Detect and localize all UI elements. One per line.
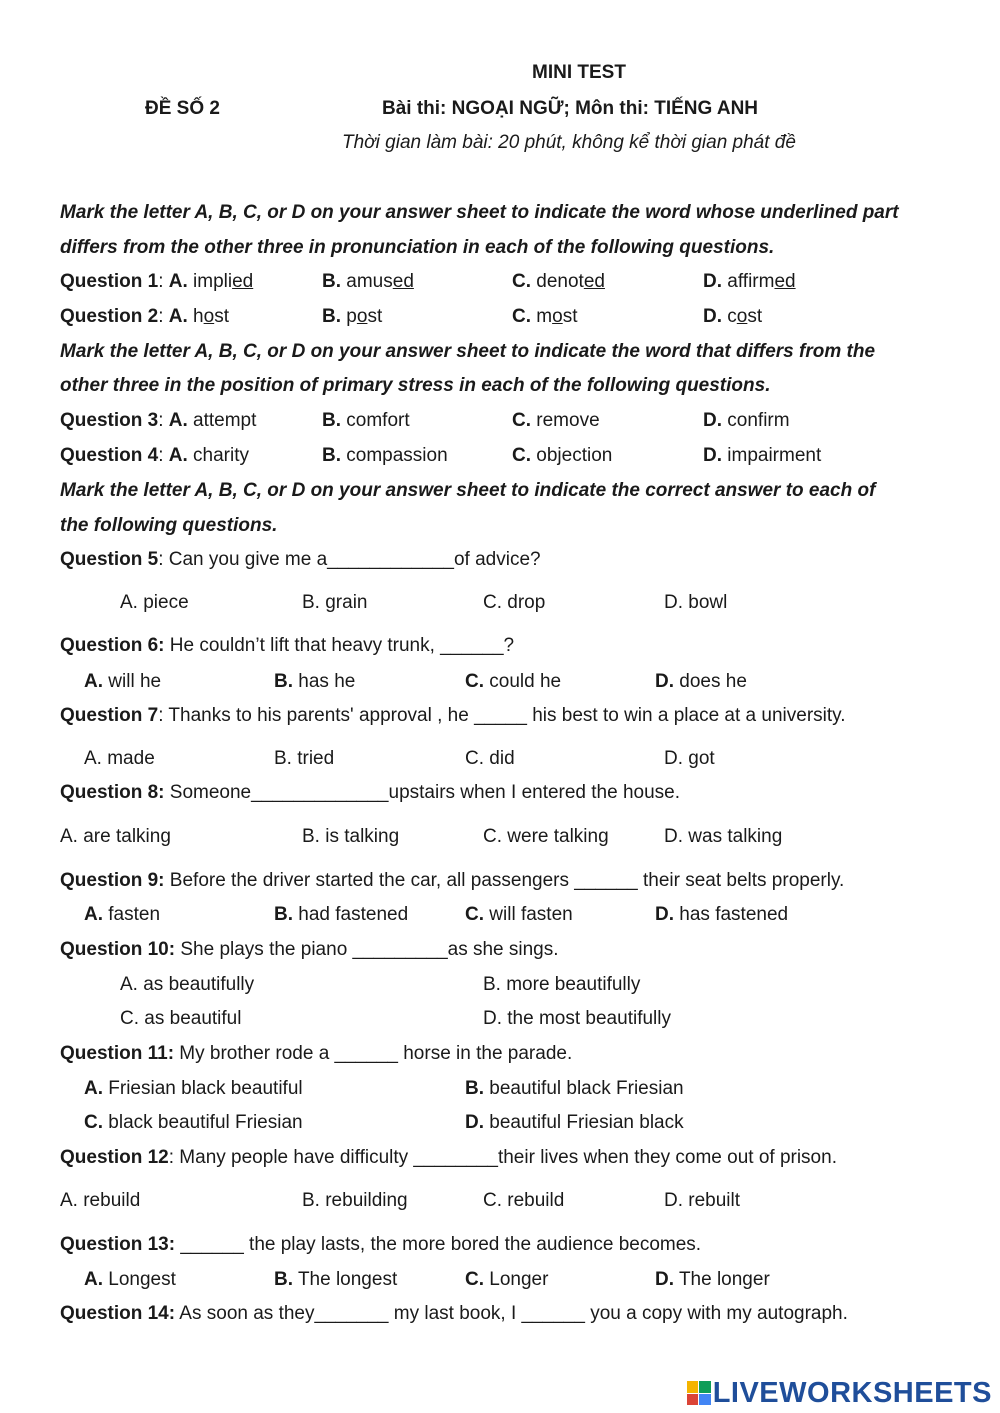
q12-option-d[interactable]: D. rebuilt [664, 1190, 741, 1211]
question-11: Question 11: My brother rode a ______ horse in the parade. [60, 1043, 573, 1064]
q8-option-d[interactable]: D. was talking [664, 826, 783, 847]
q6-option-d[interactable]: D. does he [655, 671, 747, 692]
section-1-instruction-line-1: Mark the letter A, B, C, or D on your answer sheet to indicate the word whose underlined part [60, 202, 899, 223]
q11-option-b[interactable]: B. beautiful black Friesian [465, 1078, 684, 1099]
q10-option-c[interactable]: C. as beautiful [120, 1008, 242, 1029]
q11-option-d[interactable]: D. beautiful Friesian black [465, 1112, 684, 1133]
q6-option-a[interactable]: A. will he [84, 671, 162, 692]
q4-option-d[interactable]: D. impairment [703, 445, 822, 466]
q8-option-a[interactable]: A. are talking [60, 826, 171, 847]
q2-option-d[interactable]: D. cost [703, 306, 763, 327]
q2-option-c[interactable]: C. most [512, 306, 578, 327]
q3-option-c[interactable]: C. remove [512, 410, 600, 431]
q11-option-a[interactable]: A. Friesian black beautiful [84, 1078, 303, 1099]
q13-option-d[interactable]: D. The longer [655, 1269, 770, 1290]
q1-option-d[interactable]: D. affirmed [703, 271, 796, 292]
question-10: Question 10: She plays the piano _________as she sings. [60, 939, 559, 960]
q5-option-b[interactable]: B. grain [302, 592, 368, 613]
page-title: MINI TEST [532, 62, 626, 83]
question-6: Question 6: He couldn’t lift that heavy trunk, ______? [60, 635, 515, 656]
q7-option-c[interactable]: C. did [465, 748, 515, 769]
q10-option-d[interactable]: D. the most beautifully [483, 1008, 671, 1029]
question-7: Question 7: Thanks to his parents' approval , he _____ his best to win a place at a university. [60, 705, 846, 726]
q13-option-c[interactable]: C. Longer [465, 1269, 549, 1290]
q3-option-d[interactable]: D. confirm [703, 410, 790, 431]
q4-option-c[interactable]: C. objection [512, 445, 613, 466]
q9-option-b[interactable]: B. had fastened [274, 904, 409, 925]
question-14: Question 14: As soon as they_______ my last book, I ______ you a copy with my autograph. [60, 1303, 848, 1324]
question-8: Question 8: Someone_____________upstairs when I entered the house. [60, 782, 681, 803]
q1-option-b[interactable]: B. amused [322, 271, 414, 292]
q9-option-c[interactable]: C. will fasten [465, 904, 573, 925]
q6-option-c[interactable]: C. could he [465, 671, 562, 692]
section-1-instruction-line-2: differs from the other three in pronunciation in each of the following questions. [60, 237, 775, 258]
question-9: Question 9: Before the driver started the car, all passengers ______ their seat belts properly. [60, 870, 845, 891]
q13-option-b[interactable]: B. The longest [274, 1269, 398, 1290]
q9-option-a[interactable]: A. fasten [84, 904, 161, 925]
q12-option-a[interactable]: A. rebuild [60, 1190, 141, 1211]
q5-option-c[interactable]: C. drop [483, 592, 546, 613]
q3-option-b[interactable]: B. comfort [322, 410, 410, 431]
question-2: Question 2: A. host [60, 306, 229, 327]
question-5: Question 5: Can you give me a____________of advice? [60, 549, 541, 570]
liveworksheets-brand [687, 1376, 992, 1410]
question-label: Question 1 [60, 271, 159, 292]
q5-option-a[interactable]: A. piece [120, 592, 189, 613]
q9-option-d[interactable]: D. has fastened [655, 904, 789, 925]
question-12: Question 12: Many people have difficulty ________their lives when they come out of prison. [60, 1147, 837, 1168]
q8-option-b[interactable]: B. is talking [302, 826, 400, 847]
q7-option-b[interactable]: B. tried [274, 748, 335, 769]
q12-option-b[interactable]: B. rebuilding [302, 1190, 408, 1211]
q10-option-b[interactable]: B. more beautifully [483, 974, 641, 995]
q2-option-b[interactable]: B. post [322, 306, 383, 327]
q13-option-a[interactable]: A. Longest [84, 1269, 176, 1290]
exam-time: Thời gian làm bài: 20 phút, không kể thời gian phát đề [342, 132, 796, 153]
question-13: Question 13: ______ the play lasts, the more bored the audience becomes. [60, 1234, 702, 1255]
q1-option-c[interactable]: C. denoted [512, 271, 605, 292]
q8-option-c[interactable]: C. were talking [483, 826, 609, 847]
section-3-instruction-line-1: Mark the letter A, B, C, or D on your answer sheet to indicate the correct answer to each of [60, 480, 876, 501]
exam-subject: Bài thi: NGOẠI NGỮ; Môn thi: TIẾNG ANH [382, 98, 759, 119]
q10-option-a[interactable]: A. as beautifully [120, 974, 255, 995]
q11-option-c[interactable]: C. black beautiful Friesian [84, 1112, 303, 1133]
q7-option-a[interactable]: A. made [84, 748, 155, 769]
section-2-instruction-line-2: other three in the position of primary stress in each of the following questions. [60, 375, 771, 396]
q5-option-d[interactable]: D. bowl [664, 592, 728, 613]
exam-number: ĐỀ SỐ 2 [145, 98, 220, 119]
section-2-instruction-line-1: Mark the letter A, B, C, or D on your answer sheet to indicate the word that differs from the [60, 341, 876, 362]
question-4: Question 4: A. charity [60, 445, 249, 466]
section-3-instruction-line-2: the following questions. [60, 515, 278, 536]
liveworksheets-logo-icon [687, 1381, 711, 1405]
question-3: Question 3: A. attempt [60, 410, 257, 431]
q6-option-b[interactable]: B. has he [274, 671, 356, 692]
brand-name: LIVEWORKSHEETS [712, 1376, 992, 1409]
q12-option-c[interactable]: C. rebuild [483, 1190, 565, 1211]
q4-option-b[interactable]: B. compassion [322, 445, 448, 466]
q7-option-d[interactable]: D. got [664, 748, 715, 769]
question-1: Question 1: A. implied [60, 271, 254, 292]
